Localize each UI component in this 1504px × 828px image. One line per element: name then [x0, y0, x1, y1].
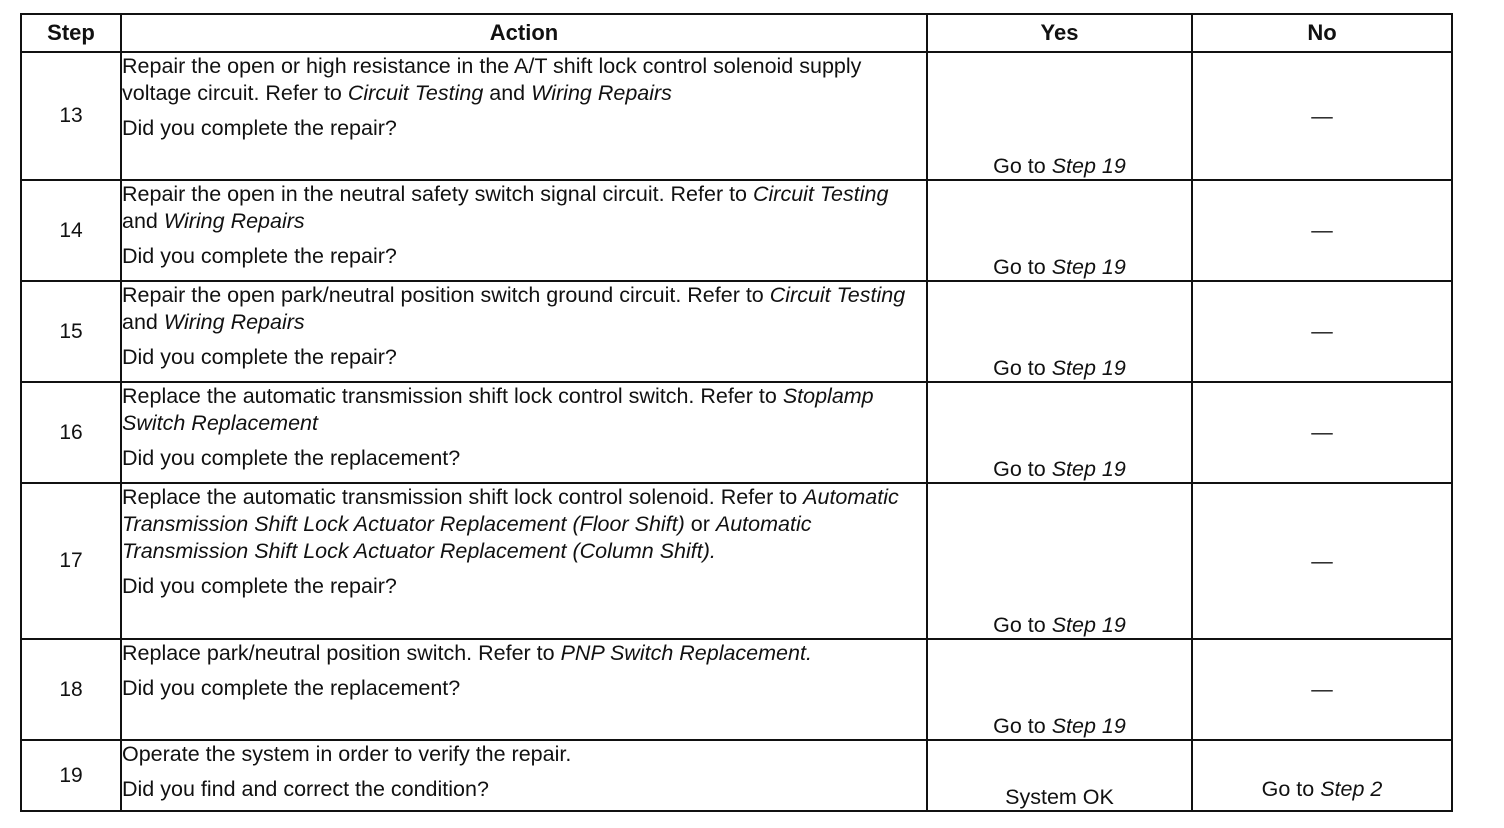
table-row	[21, 180, 1452, 281]
text-run: —	[1311, 218, 1333, 242]
text-run: Go to	[993, 356, 1052, 380]
action-question: Did you complete the repair?	[122, 244, 397, 268]
yes-result	[927, 382, 1192, 483]
text-run: Go to	[1261, 777, 1321, 801]
table-row	[21, 52, 1452, 180]
italic-reference: Step 19	[1051, 255, 1126, 279]
no-result	[1192, 483, 1452, 639]
italic-reference: Stoplamp Switch Replacement	[122, 384, 874, 435]
text-run: Go to	[993, 613, 1052, 637]
italic-reference: Step 19	[1051, 154, 1126, 178]
action-cell	[121, 740, 927, 811]
text-run: Replace the automatic transmission shift lock control switch. Refer to	[122, 384, 783, 408]
action-cell	[121, 483, 927, 639]
action-question: Did you complete the replacement?	[122, 676, 461, 700]
step-number: 19	[21, 740, 121, 811]
no-result	[1192, 281, 1452, 382]
italic-reference: Wiring Repairs	[163, 209, 305, 233]
step-number: 17	[21, 483, 121, 639]
table-row	[21, 281, 1452, 382]
action-instruction	[122, 53, 926, 107]
text-run: Go to	[993, 457, 1052, 481]
action-cell	[121, 281, 927, 382]
header-row	[21, 14, 1452, 52]
italic-reference: Wiring Repairs	[163, 310, 305, 334]
no-result	[1192, 382, 1452, 483]
header-yes: Yes	[927, 14, 1192, 52]
step-number: 15	[21, 281, 121, 382]
italic-reference: Automatic Transmission Shift Lock Actuator Replacement (Column Shift).	[122, 512, 812, 563]
step-number: 16	[21, 382, 121, 483]
italic-reference: PNP Switch Replacement.	[560, 641, 812, 665]
table-row	[21, 740, 1452, 811]
action-question: Did you complete the repair?	[122, 574, 397, 598]
text-run: Replace the automatic transmission shift lock control solenoid. Refer to	[122, 485, 804, 509]
text-run: and	[122, 209, 164, 233]
action-instruction	[122, 383, 926, 437]
text-run: —	[1311, 319, 1333, 343]
action-question: Did you find and correct the condition?	[122, 777, 489, 801]
action-instruction	[122, 484, 926, 565]
yes-result	[927, 52, 1192, 180]
italic-reference: Circuit Testing	[753, 182, 889, 206]
text-run: Replace park/neutral position switch. Refer to	[122, 641, 561, 665]
header-no: No	[1192, 14, 1452, 52]
yes-result	[927, 281, 1192, 382]
text-run: —	[1311, 548, 1333, 573]
text-run: and	[122, 310, 164, 334]
step-number: 14	[21, 180, 121, 281]
step-number: 13	[21, 52, 121, 180]
action-cell	[121, 639, 927, 740]
action-cell	[121, 382, 927, 483]
text-run: —	[1311, 103, 1333, 128]
table-row	[21, 483, 1452, 639]
action-question: Did you complete the replacement?	[122, 446, 461, 470]
action-cell	[121, 180, 927, 281]
yes-result	[927, 740, 1192, 811]
action-question: Did you complete the repair?	[122, 345, 397, 369]
italic-reference: Circuit Testing	[769, 283, 906, 307]
no-result	[1192, 740, 1452, 811]
text-run: Repair the open in the neutral safety switch signal circuit. Refer to	[122, 182, 753, 206]
no-result	[1192, 639, 1452, 740]
italic-reference: Circuit Testing	[347, 81, 484, 105]
diagnostic-procedure-table	[20, 13, 1453, 812]
table-body	[21, 52, 1452, 811]
action-question: Did you complete the repair?	[122, 116, 397, 140]
text-run: —	[1311, 420, 1333, 444]
action-instruction	[122, 741, 926, 768]
text-run: System OK	[1005, 785, 1114, 809]
text-run: Repair the open or high resistance in the A/T shift lock control solenoid supply voltage circuit. Refer to	[122, 54, 862, 105]
italic-reference: Step 19	[1051, 356, 1126, 380]
italic-reference: Wiring Repairs	[531, 81, 672, 105]
yes-result	[927, 180, 1192, 281]
italic-reference: Step 19	[1051, 457, 1126, 481]
action-instruction	[122, 282, 926, 336]
step-number: 18	[21, 639, 121, 740]
italic-reference: Step 19	[1051, 613, 1126, 637]
text-run: or	[684, 512, 716, 536]
action-instruction	[122, 181, 926, 235]
header-action: Action	[121, 14, 927, 52]
action-cell	[121, 52, 927, 180]
text-run: Operate the system in order to verify the repair.	[122, 742, 572, 766]
text-run: and	[483, 81, 532, 105]
text-run: Go to	[993, 714, 1052, 738]
text-run: Go to	[993, 255, 1052, 279]
no-result	[1192, 52, 1452, 180]
text-run: Go to	[993, 154, 1052, 178]
yes-result	[927, 483, 1192, 639]
no-result	[1192, 180, 1452, 281]
italic-reference: Automatic Transmission Shift Lock Actuator Replacement (Floor Shift)	[122, 485, 899, 536]
table-row	[21, 382, 1452, 483]
italic-reference: Step 19	[1051, 714, 1126, 738]
table-row	[21, 639, 1452, 740]
text-run: —	[1311, 677, 1333, 701]
header-step: Step	[21, 14, 121, 52]
action-instruction	[122, 640, 926, 667]
text-run: Repair the open park/neutral position switch ground circuit. Refer to	[122, 283, 770, 307]
yes-result	[927, 639, 1192, 740]
italic-reference: Step 2	[1320, 777, 1383, 801]
